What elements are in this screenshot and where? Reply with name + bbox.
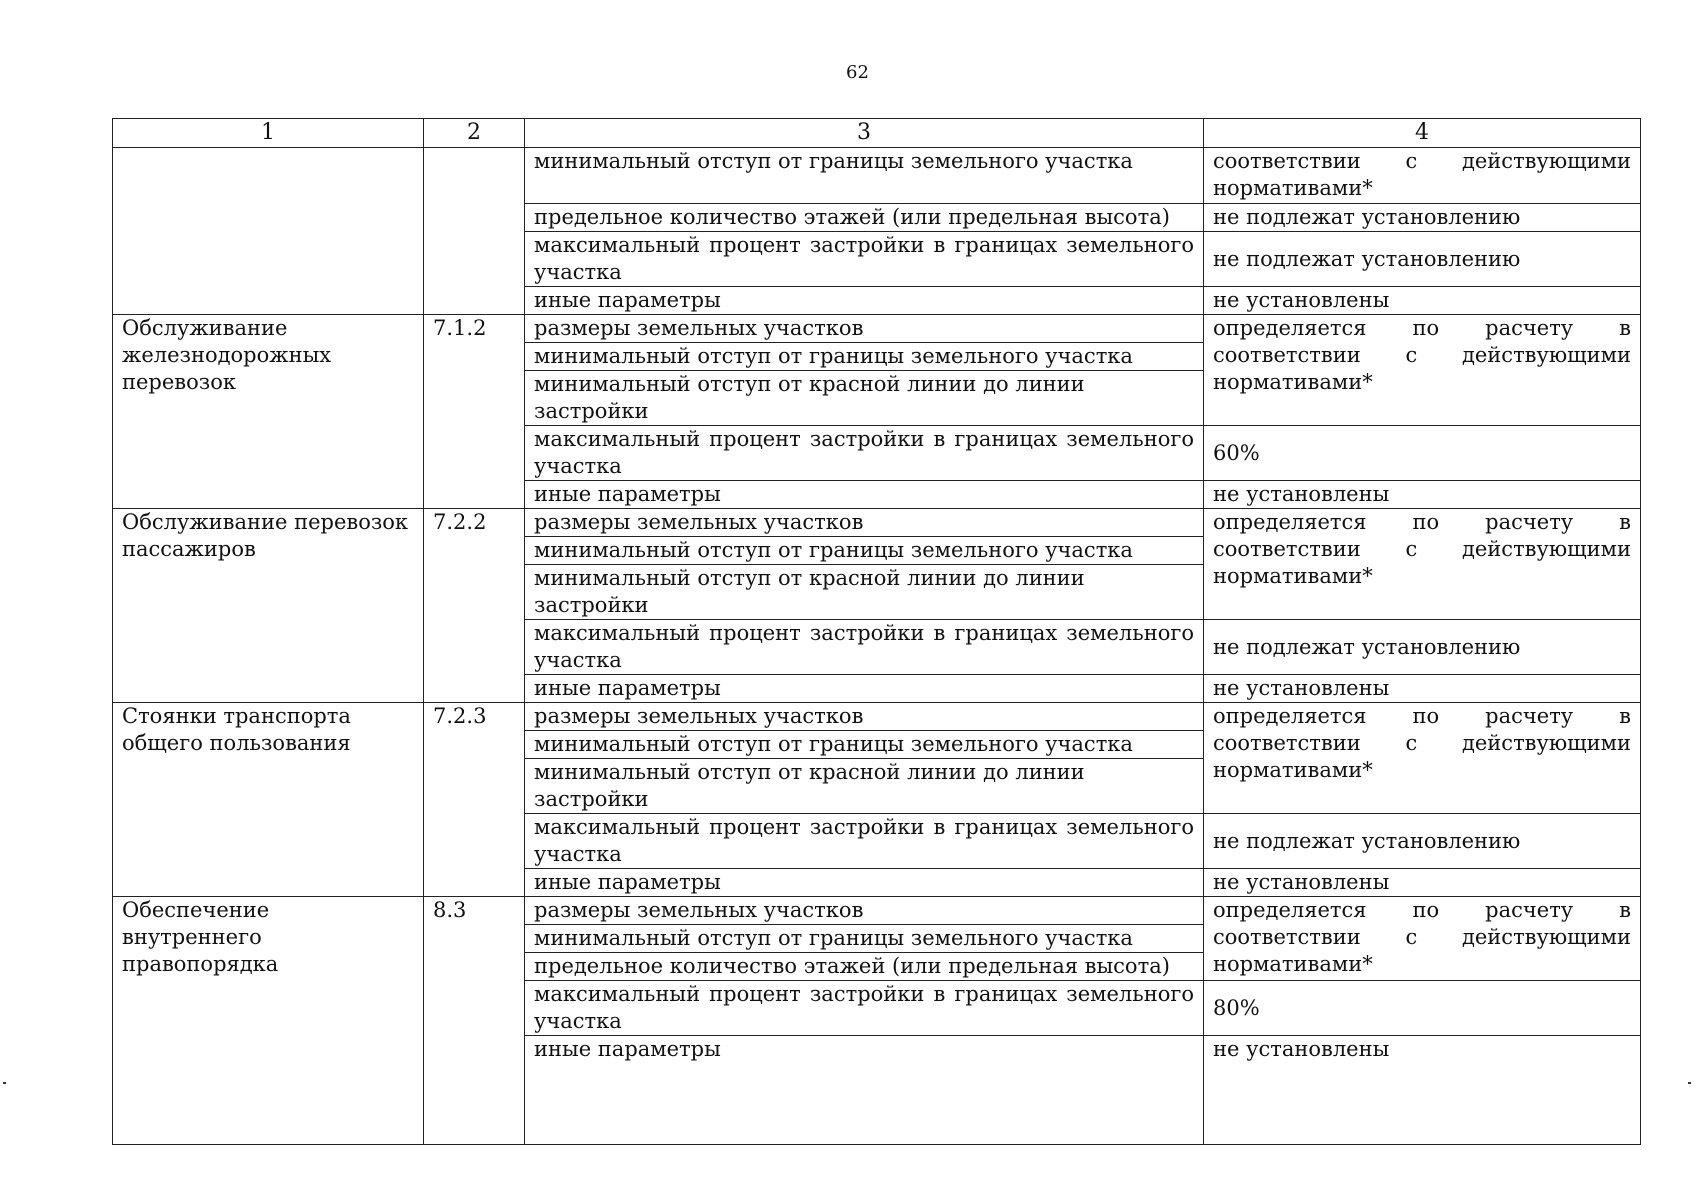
value-cell: не подлежат установлению bbox=[1204, 204, 1641, 232]
scan-mark-left bbox=[3, 1082, 6, 1084]
param-cell: иные параметры bbox=[525, 675, 1204, 703]
group-code-cell: 7.1.2 bbox=[424, 315, 525, 509]
param-cell: максимальный процент застройки в границах земельного участка bbox=[525, 620, 1204, 675]
param-cell: максимальный процент застройки в границах земельного участка bbox=[525, 232, 1204, 287]
group-code-cell: 8.3 bbox=[424, 897, 525, 1145]
percent-value-cell: не подлежат установлению bbox=[1204, 814, 1641, 869]
param-cell: минимальный отступ от границы земельного участка bbox=[525, 731, 1204, 759]
param-cell: минимальный отступ от границы земельного участка bbox=[525, 148, 1204, 204]
param-cell: иные параметры bbox=[525, 1036, 1204, 1145]
param-cell: иные параметры bbox=[525, 481, 1204, 509]
param-cell: минимальный отступ от красной линии до линии застройки bbox=[525, 371, 1204, 426]
param-cell: минимальный отступ от красной линии до линии застройки bbox=[525, 759, 1204, 814]
group-code-cell: 7.2.3 bbox=[424, 703, 525, 897]
merged-value-cell: определяется по расчету в соответствии с действующими нормативами* bbox=[1204, 703, 1641, 814]
value-line-2: нормативами* bbox=[1213, 176, 1373, 200]
table-row bbox=[113, 148, 1641, 204]
param-cell: размеры земельных участков bbox=[525, 315, 1204, 343]
value-cell: не установлены bbox=[1204, 287, 1641, 315]
group-name-cell: Обслуживание перевозок пассажиров bbox=[113, 509, 424, 703]
param-cell: предельное количество этажей (или предельная высота) bbox=[525, 953, 1204, 981]
percent-value-cell: 80% bbox=[1204, 981, 1641, 1036]
param-cell: предельное количество этажей (или предельная высота) bbox=[525, 204, 1204, 232]
param-cell: размеры земельных участков bbox=[525, 509, 1204, 537]
table-row bbox=[113, 509, 1641, 537]
param-cell: размеры земельных участков bbox=[525, 897, 1204, 925]
land-use-parameters-table bbox=[112, 118, 1641, 1145]
other-value-cell: не установлены bbox=[1204, 869, 1641, 897]
column-header-3: 3 bbox=[525, 119, 1204, 148]
param-cell: максимальный процент застройки в границах земельного участка bbox=[525, 426, 1204, 481]
param-cell: минимальный отступ от границы земельного участка bbox=[525, 537, 1204, 565]
group-name-cell: Обслуживание железнодорожных перевозок bbox=[113, 315, 424, 509]
table-row bbox=[113, 897, 1641, 925]
table-row bbox=[113, 315, 1641, 343]
column-header-2: 2 bbox=[424, 119, 525, 148]
scan-mark-right bbox=[1688, 1082, 1691, 1084]
percent-value-cell: 60% bbox=[1204, 426, 1641, 481]
header-row bbox=[113, 119, 1641, 148]
other-value-cell: не установлены bbox=[1204, 1036, 1641, 1145]
param-cell: минимальный отступ от границы земельного участка bbox=[525, 343, 1204, 371]
group-name-cell: Обеспечение внутреннего правопорядка bbox=[113, 897, 424, 1145]
group-code-cell: 7.2.2 bbox=[424, 509, 525, 703]
param-cell: минимальный отступ от границы земельного участка bbox=[525, 925, 1204, 953]
value-cell bbox=[1204, 148, 1641, 204]
param-cell: минимальный отступ от красной линии до линии застройки bbox=[525, 565, 1204, 620]
param-cell: максимальный процент застройки в границах земельного участка bbox=[525, 814, 1204, 869]
param-cell: иные параметры bbox=[525, 869, 1204, 897]
param-cell: иные параметры bbox=[525, 287, 1204, 315]
column-header-4: 4 bbox=[1204, 119, 1641, 148]
page-number: 62 bbox=[846, 62, 869, 83]
merged-value-cell: определяется по расчету в соответствии с действующими нормативами* bbox=[1204, 897, 1641, 981]
value-cell: не подлежат установлению bbox=[1204, 232, 1641, 287]
other-value-cell: не установлены bbox=[1204, 481, 1641, 509]
group-code-cell bbox=[424, 148, 525, 315]
value-line-1: соответствии с действующими bbox=[1213, 149, 1631, 173]
column-header-1: 1 bbox=[113, 119, 424, 148]
param-cell: размеры земельных участков bbox=[525, 703, 1204, 731]
param-cell: максимальный процент застройки в границах земельного участка bbox=[525, 981, 1204, 1036]
other-value-cell: не установлены bbox=[1204, 675, 1641, 703]
merged-value-cell: определяется по расчету в соответствии с действующими нормативами* bbox=[1204, 509, 1641, 620]
table-row bbox=[113, 703, 1641, 731]
group-name-cell: Стоянки транспорта общего пользования bbox=[113, 703, 424, 897]
percent-value-cell: не подлежат установлению bbox=[1204, 620, 1641, 675]
merged-value-cell: определяется по расчету в соответствии с действующими нормативами* bbox=[1204, 315, 1641, 426]
group-name-cell bbox=[113, 148, 424, 315]
